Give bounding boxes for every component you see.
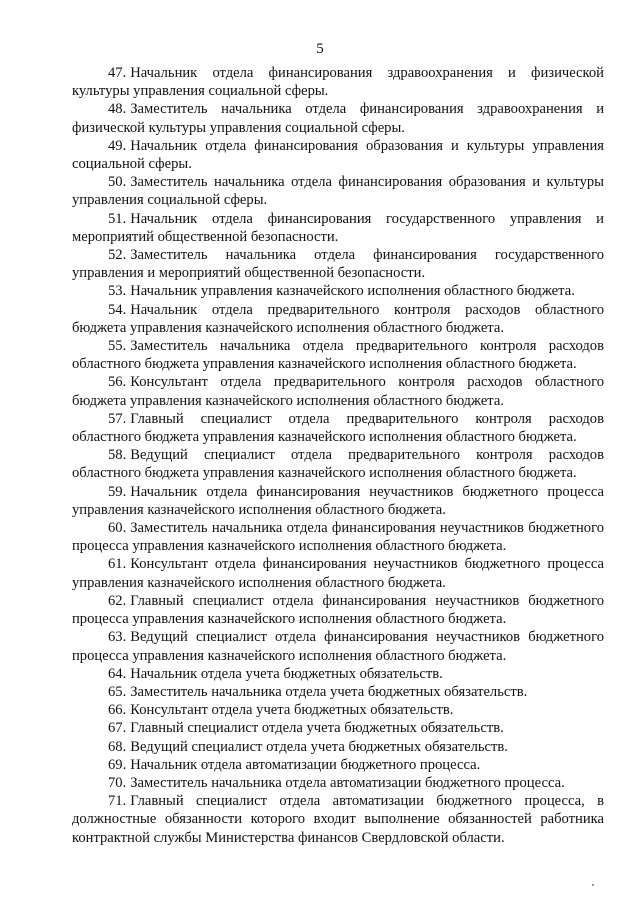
list-item	[72, 282, 604, 300]
list-item	[72, 519, 604, 555]
item-text: Заместитель начальника отдела финансирования образования и культуры управления социальной сферы.	[72, 174, 604, 209]
item-number: 50.	[108, 174, 127, 191]
item-text: Заместитель начальника отдела финансирования государственного управления и мероприятий общественной безопасности.	[72, 247, 604, 282]
item-number: 51.	[108, 210, 127, 227]
item-number: 70.	[108, 774, 127, 791]
item-text: Начальник отдела предварительного контроля расходов областного бюджета управления казначейского исполнения областного бюджета.	[72, 301, 604, 336]
item-number: 67.	[108, 720, 127, 737]
list-item	[72, 665, 604, 683]
list-item	[72, 701, 604, 719]
item-text: Консультант отдела учета бюджетных обязательств.	[130, 702, 454, 719]
item-text: Главный специалист отдела автоматизации бюджетного процесса, в должностные обязанности которого входит выполнение обязанностей работника контрактной службы Министерства финансов Свердловской области.	[72, 793, 604, 846]
item-number: 62.	[108, 592, 127, 609]
item-text: Начальник отдела финансирования государственного управления и мероприятий общественной безопасности.	[72, 210, 604, 245]
item-number: 63.	[108, 629, 127, 646]
item-text: Начальник отдела финансирования здравоохранения и физической культуры управления социальной сферы.	[72, 65, 604, 100]
item-number: 61.	[108, 556, 127, 573]
item-number: 64.	[108, 665, 127, 682]
position-list	[72, 64, 604, 847]
item-number: 66.	[108, 702, 127, 719]
item-text: Заместитель начальника отдела финансирования здравоохранения и физической культуры управления социальной сферы.	[72, 101, 604, 136]
item-number: 53.	[108, 283, 127, 300]
item-number: 68.	[108, 738, 127, 755]
item-text: Заместитель начальника отдела финансирования неучастников бюджетного процесса управления казначейского исполнения областного бюджета.	[72, 520, 604, 555]
list-item	[72, 483, 604, 519]
item-number: 69.	[108, 756, 127, 773]
page-number: 5	[316, 41, 324, 57]
item-number: 48.	[108, 101, 127, 118]
list-item	[72, 628, 604, 664]
item-number: 56.	[108, 374, 127, 391]
list-item	[72, 719, 604, 737]
list-item	[72, 756, 604, 774]
item-text: Начальник отдела автоматизации бюджетного процесса.	[130, 756, 481, 773]
item-text: Начальник отдела финансирования неучастников бюджетного процесса управления казначейского исполнения областного бюджета.	[72, 483, 604, 518]
item-text: Заместитель начальника отдела предварительного контроля расходов областного бюджета управления казначейского исполнения областного бюджета.	[72, 338, 604, 373]
item-number: 71.	[108, 793, 127, 810]
list-item	[72, 173, 604, 209]
scan-speck	[592, 884, 594, 886]
list-item	[72, 410, 604, 446]
item-text: Главный специалист отдела предварительного контроля расходов областного бюджета управления казначейского исполнения областного бюджета.	[72, 410, 604, 446]
item-text: Ведущий специалист отдела предварительного контроля расходов областного бюджета управления казначейского исполнения областного бюджета.	[72, 447, 604, 482]
item-text: Консультант отдела предварительного контроля расходов областного бюджета управления казначейского исполнения областного бюджета.	[72, 374, 604, 409]
item-number: 58.	[108, 447, 127, 464]
list-item	[72, 100, 604, 136]
list-item	[72, 373, 604, 409]
list-item	[72, 446, 604, 482]
list-item	[72, 738, 604, 756]
item-number: 59.	[108, 483, 127, 500]
item-text: Начальник отдела учета бюджетных обязательств.	[130, 665, 443, 682]
list-item	[72, 64, 604, 100]
item-number: 47.	[108, 65, 127, 81]
list-item	[72, 592, 604, 628]
item-number: 49.	[108, 137, 127, 154]
list-item	[72, 792, 604, 847]
item-number: 65.	[108, 683, 127, 700]
list-item	[72, 555, 604, 591]
list-item	[72, 210, 604, 246]
item-text: Главный специалист отдела учета бюджетных обязательств.	[130, 720, 504, 737]
list-item	[72, 774, 604, 792]
item-text: Консультант отдела финансирования неучастников бюджетного процесса управления казначейского исполнения областного бюджета.	[72, 556, 604, 591]
item-text: Начальник отдела финансирования образования и культуры управления социальной сферы.	[72, 137, 604, 173]
list-item	[72, 137, 604, 173]
item-text: Начальник управления казначейского исполнения областного бюджета.	[130, 283, 575, 300]
item-text: Ведущий специалист отдела финансирования неучастников бюджетного процесса управления казначейского исполнения областного бюджета.	[72, 629, 604, 664]
item-text: Заместитель начальника отдела автоматизации бюджетного процесса.	[130, 774, 565, 791]
item-number: 52.	[108, 247, 127, 264]
list-item	[72, 337, 604, 373]
list-item	[72, 246, 604, 282]
item-text: Главный специалист отдела финансирования неучастников бюджетного процесса управления казначейского исполнения областного бюджета.	[72, 592, 604, 628]
item-text: Ведущий специалист отдела учета бюджетных обязательств.	[130, 738, 508, 755]
item-number: 60.	[108, 520, 127, 537]
list-item	[72, 301, 604, 337]
item-text: Заместитель начальника отдела учета бюджетных обязательств.	[130, 683, 528, 700]
item-number: 57.	[108, 410, 127, 427]
item-number: 55.	[108, 338, 127, 355]
list-item	[72, 683, 604, 701]
item-number: 54.	[108, 301, 127, 318]
